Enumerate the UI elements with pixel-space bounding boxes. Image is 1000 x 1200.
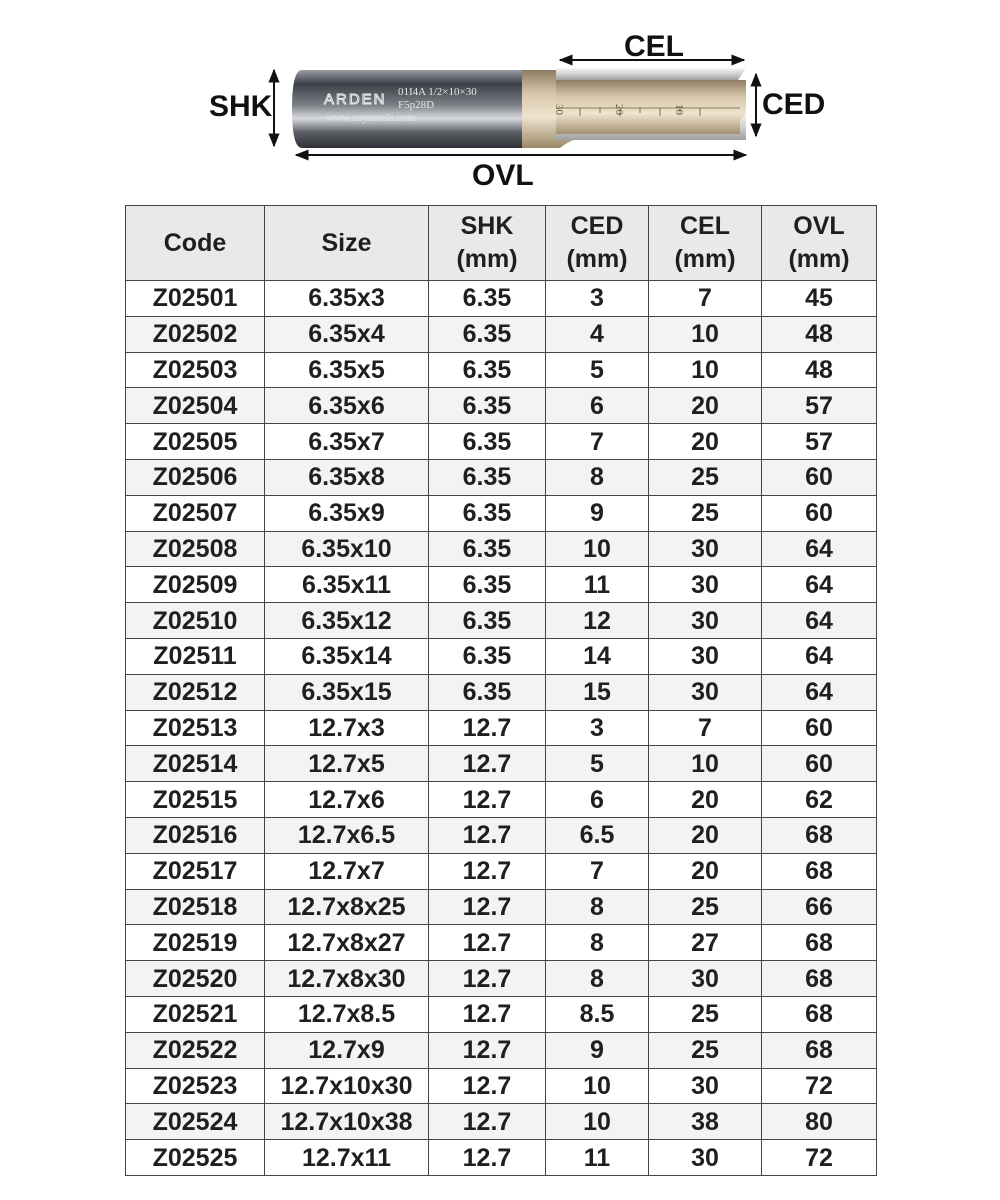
header-ced-label: CED bbox=[570, 212, 624, 240]
cell-ovl: 64 bbox=[762, 638, 877, 674]
cell-code: Z02502 bbox=[126, 316, 265, 352]
cell-ced: 6 bbox=[546, 388, 649, 424]
cell-shk: 12.7 bbox=[429, 1032, 546, 1068]
cell-size: 12.7x10x38 bbox=[265, 1104, 429, 1140]
header-shk-label: SHK bbox=[460, 212, 514, 240]
cell-ovl: 60 bbox=[762, 495, 877, 531]
cell-ovl: 60 bbox=[762, 746, 877, 782]
cell-cel: 10 bbox=[649, 746, 762, 782]
cell-ced: 5 bbox=[546, 746, 649, 782]
scale-number-10: 10 bbox=[673, 104, 685, 115]
cell-code: Z02520 bbox=[126, 961, 265, 997]
cell-cel: 20 bbox=[649, 853, 762, 889]
cell-size: 6.35x4 bbox=[265, 316, 429, 352]
table-row bbox=[126, 316, 877, 352]
cell-cel: 20 bbox=[649, 782, 762, 818]
table-row bbox=[126, 1140, 877, 1176]
cell-shk: 12.7 bbox=[429, 961, 546, 997]
table-row bbox=[126, 1104, 877, 1140]
cell-shk: 6.35 bbox=[429, 603, 546, 639]
cell-ovl: 68 bbox=[762, 817, 877, 853]
ovl-label: OVL bbox=[472, 159, 534, 192]
cell-ovl: 68 bbox=[762, 1032, 877, 1068]
cell-ced: 3 bbox=[546, 710, 649, 746]
table-row bbox=[126, 889, 877, 925]
cell-shk: 12.7 bbox=[429, 996, 546, 1032]
cell-shk: 6.35 bbox=[429, 567, 546, 603]
cell-ovl: 60 bbox=[762, 710, 877, 746]
header-ovl bbox=[762, 206, 877, 281]
table-row bbox=[126, 996, 877, 1032]
cell-size: 6.35x8 bbox=[265, 459, 429, 495]
cell-shk: 12.7 bbox=[429, 710, 546, 746]
cell-code: Z02507 bbox=[126, 495, 265, 531]
cell-ced: 6 bbox=[546, 782, 649, 818]
cell-shk: 12.7 bbox=[429, 1104, 546, 1140]
cell-cel: 7 bbox=[649, 710, 762, 746]
cell-shk: 6.35 bbox=[429, 531, 546, 567]
cell-code: Z02522 bbox=[126, 1032, 265, 1068]
table-row bbox=[126, 459, 877, 495]
cell-code: Z02525 bbox=[126, 1140, 265, 1176]
cell-code: Z02516 bbox=[126, 817, 265, 853]
table-row bbox=[126, 388, 877, 424]
cell-cel: 30 bbox=[649, 567, 762, 603]
cell-shk: 6.35 bbox=[429, 352, 546, 388]
cell-code: Z02506 bbox=[126, 459, 265, 495]
cell-ced: 12 bbox=[546, 603, 649, 639]
cell-code: Z02501 bbox=[126, 281, 265, 317]
table-row bbox=[126, 817, 877, 853]
cell-ovl: 72 bbox=[762, 1068, 877, 1104]
header-shk bbox=[429, 206, 546, 281]
cell-code: Z02517 bbox=[126, 853, 265, 889]
cell-size: 12.7x6.5 bbox=[265, 817, 429, 853]
cell-code: Z02515 bbox=[126, 782, 265, 818]
scale-number-20: 20 bbox=[613, 104, 625, 115]
table-row bbox=[126, 782, 877, 818]
cell-shk: 12.7 bbox=[429, 1068, 546, 1104]
cell-cel: 30 bbox=[649, 674, 762, 710]
cell-cel: 25 bbox=[649, 495, 762, 531]
cell-cel: 20 bbox=[649, 817, 762, 853]
header-ovl-label: OVL bbox=[793, 212, 845, 240]
cell-ovl: 64 bbox=[762, 603, 877, 639]
cell-ced: 11 bbox=[546, 1140, 649, 1176]
cell-code: Z02521 bbox=[126, 996, 265, 1032]
cell-shk: 6.35 bbox=[429, 316, 546, 352]
cell-ovl: 64 bbox=[762, 674, 877, 710]
cell-code: Z02514 bbox=[126, 746, 265, 782]
cell-shk: 6.35 bbox=[429, 388, 546, 424]
table-row bbox=[126, 746, 877, 782]
cell-ced: 11 bbox=[546, 567, 649, 603]
cell-ced: 9 bbox=[546, 1032, 649, 1068]
cell-ced: 8.5 bbox=[546, 996, 649, 1032]
cell-code: Z02518 bbox=[126, 889, 265, 925]
cell-ced: 8 bbox=[546, 925, 649, 961]
cell-cel: 25 bbox=[649, 459, 762, 495]
tool-marking-line1: 01I4A 1/2×10×30 bbox=[398, 86, 477, 98]
cell-ovl: 68 bbox=[762, 853, 877, 889]
cell-cel: 27 bbox=[649, 925, 762, 961]
cell-size: 6.35x12 bbox=[265, 603, 429, 639]
cell-shk: 12.7 bbox=[429, 782, 546, 818]
table-row bbox=[126, 603, 877, 639]
cell-ced: 10 bbox=[546, 1068, 649, 1104]
cell-cel: 25 bbox=[649, 1032, 762, 1068]
cell-ced: 8 bbox=[546, 961, 649, 997]
cell-shk: 6.35 bbox=[429, 638, 546, 674]
cell-size: 12.7x11 bbox=[265, 1140, 429, 1176]
cell-ced: 10 bbox=[546, 1104, 649, 1140]
cell-cel: 30 bbox=[649, 1068, 762, 1104]
cell-code: Z02509 bbox=[126, 567, 265, 603]
cell-ovl: 60 bbox=[762, 459, 877, 495]
cell-shk: 6.35 bbox=[429, 459, 546, 495]
cell-size: 12.7x5 bbox=[265, 746, 429, 782]
cell-shk: 6.35 bbox=[429, 495, 546, 531]
cell-shk: 6.35 bbox=[429, 424, 546, 460]
tool-website: www.auyatools.com bbox=[326, 112, 416, 124]
cell-shk: 12.7 bbox=[429, 817, 546, 853]
scale-number-30: 30 bbox=[553, 104, 565, 115]
table-body bbox=[126, 281, 877, 1176]
cell-shk: 12.7 bbox=[429, 889, 546, 925]
shk-label: SHK bbox=[209, 90, 273, 123]
table-row bbox=[126, 1068, 877, 1104]
cell-shk: 6.35 bbox=[429, 674, 546, 710]
table-row bbox=[126, 531, 877, 567]
cell-code: Z02508 bbox=[126, 531, 265, 567]
cell-size: 12.7x8x27 bbox=[265, 925, 429, 961]
cell-ovl: 62 bbox=[762, 782, 877, 818]
cell-ced: 3 bbox=[546, 281, 649, 317]
header-code bbox=[126, 206, 265, 281]
cell-code: Z02524 bbox=[126, 1104, 265, 1140]
cell-ovl: 48 bbox=[762, 352, 877, 388]
header-cel bbox=[649, 206, 762, 281]
ced-label: CED bbox=[762, 88, 826, 121]
cell-size: 6.35x10 bbox=[265, 531, 429, 567]
cell-ovl: 57 bbox=[762, 388, 877, 424]
cell-code: Z02504 bbox=[126, 388, 265, 424]
router-bit-diagram bbox=[0, 0, 1000, 200]
cell-cel: 25 bbox=[649, 889, 762, 925]
cell-size: 6.35x6 bbox=[265, 388, 429, 424]
cell-ovl: 66 bbox=[762, 889, 877, 925]
cell-ced: 10 bbox=[546, 531, 649, 567]
table-row bbox=[126, 961, 877, 997]
cell-code: Z02512 bbox=[126, 674, 265, 710]
cell-ced: 8 bbox=[546, 889, 649, 925]
cell-size: 12.7x8x30 bbox=[265, 961, 429, 997]
cell-cel: 30 bbox=[649, 531, 762, 567]
cell-cel: 30 bbox=[649, 638, 762, 674]
table-row bbox=[126, 567, 877, 603]
cell-shk: 12.7 bbox=[429, 746, 546, 782]
cell-size: 12.7x6 bbox=[265, 782, 429, 818]
table-row bbox=[126, 925, 877, 961]
tool-marking-line2: F5p28D bbox=[398, 99, 435, 111]
cell-shk: 12.7 bbox=[429, 925, 546, 961]
cell-size: 6.35x7 bbox=[265, 424, 429, 460]
cell-size: 6.35x9 bbox=[265, 495, 429, 531]
header-code-label: Code bbox=[163, 228, 227, 257]
cell-size: 12.7x8x25 bbox=[265, 889, 429, 925]
cell-ced: 7 bbox=[546, 424, 649, 460]
cell-ovl: 45 bbox=[762, 281, 877, 317]
cell-ovl: 57 bbox=[762, 424, 877, 460]
cell-cel: 25 bbox=[649, 996, 762, 1032]
table-row bbox=[126, 424, 877, 460]
cell-shk: 12.7 bbox=[429, 1140, 546, 1176]
cell-ovl: 68 bbox=[762, 925, 877, 961]
cell-cel: 20 bbox=[649, 424, 762, 460]
cell-ced: 8 bbox=[546, 459, 649, 495]
cell-ovl: 48 bbox=[762, 316, 877, 352]
cell-size: 6.35x11 bbox=[265, 567, 429, 603]
cell-cel: 30 bbox=[649, 1140, 762, 1176]
cell-ovl: 64 bbox=[762, 567, 877, 603]
table-row bbox=[126, 710, 877, 746]
table-row bbox=[126, 352, 877, 388]
cell-ovl: 72 bbox=[762, 1140, 877, 1176]
header-ced-unit: (mm) bbox=[566, 245, 628, 273]
table-row bbox=[126, 1032, 877, 1068]
cell-ced: 6.5 bbox=[546, 817, 649, 853]
cell-ced: 7 bbox=[546, 853, 649, 889]
table-row bbox=[126, 674, 877, 710]
cell-cel: 38 bbox=[649, 1104, 762, 1140]
cell-ced: 4 bbox=[546, 316, 649, 352]
cell-size: 12.7x8.5 bbox=[265, 996, 429, 1032]
cell-code: Z02503 bbox=[126, 352, 265, 388]
cell-cel: 30 bbox=[649, 961, 762, 997]
cell-cel: 10 bbox=[649, 316, 762, 352]
cell-size: 12.7x10x30 bbox=[265, 1068, 429, 1104]
table-header-row bbox=[126, 206, 877, 281]
cell-shk: 6.35 bbox=[429, 281, 546, 317]
cell-cel: 30 bbox=[649, 603, 762, 639]
header-ovl-unit: (mm) bbox=[788, 245, 850, 273]
cell-size: 12.7x3 bbox=[265, 710, 429, 746]
cell-code: Z02513 bbox=[126, 710, 265, 746]
cel-label: CEL bbox=[624, 30, 684, 63]
header-size bbox=[265, 206, 429, 281]
cell-size: 6.35x3 bbox=[265, 281, 429, 317]
cell-code: Z02510 bbox=[126, 603, 265, 639]
table-row bbox=[126, 638, 877, 674]
cell-code: Z02505 bbox=[126, 424, 265, 460]
cell-code: Z02523 bbox=[126, 1068, 265, 1104]
cell-ced: 5 bbox=[546, 352, 649, 388]
header-shk-unit: (mm) bbox=[456, 245, 518, 273]
cell-ovl: 68 bbox=[762, 996, 877, 1032]
table-row bbox=[126, 281, 877, 317]
cell-size: 12.7x7 bbox=[265, 853, 429, 889]
cell-ovl: 68 bbox=[762, 961, 877, 997]
cell-ovl: 64 bbox=[762, 531, 877, 567]
cell-ced: 14 bbox=[546, 638, 649, 674]
cell-cel: 10 bbox=[649, 352, 762, 388]
header-cel-label: CEL bbox=[680, 212, 730, 240]
specification-table bbox=[125, 205, 877, 1176]
cell-size: 6.35x5 bbox=[265, 352, 429, 388]
cell-code: Z02519 bbox=[126, 925, 265, 961]
cell-cel: 20 bbox=[649, 388, 762, 424]
cell-cel: 7 bbox=[649, 281, 762, 317]
cell-size: 6.35x15 bbox=[265, 674, 429, 710]
cell-code: Z02511 bbox=[126, 638, 265, 674]
header-ced bbox=[546, 206, 649, 281]
cell-ced: 9 bbox=[546, 495, 649, 531]
cell-shk: 12.7 bbox=[429, 853, 546, 889]
cell-size: 12.7x9 bbox=[265, 1032, 429, 1068]
cell-size: 6.35x14 bbox=[265, 638, 429, 674]
table-row bbox=[126, 853, 877, 889]
header-size-label: Size bbox=[321, 228, 372, 257]
header-cel-unit: (mm) bbox=[674, 245, 736, 273]
cell-ovl: 80 bbox=[762, 1104, 877, 1140]
cell-ced: 15 bbox=[546, 674, 649, 710]
brand-logo: ARDEN bbox=[324, 91, 387, 108]
table-row bbox=[126, 495, 877, 531]
